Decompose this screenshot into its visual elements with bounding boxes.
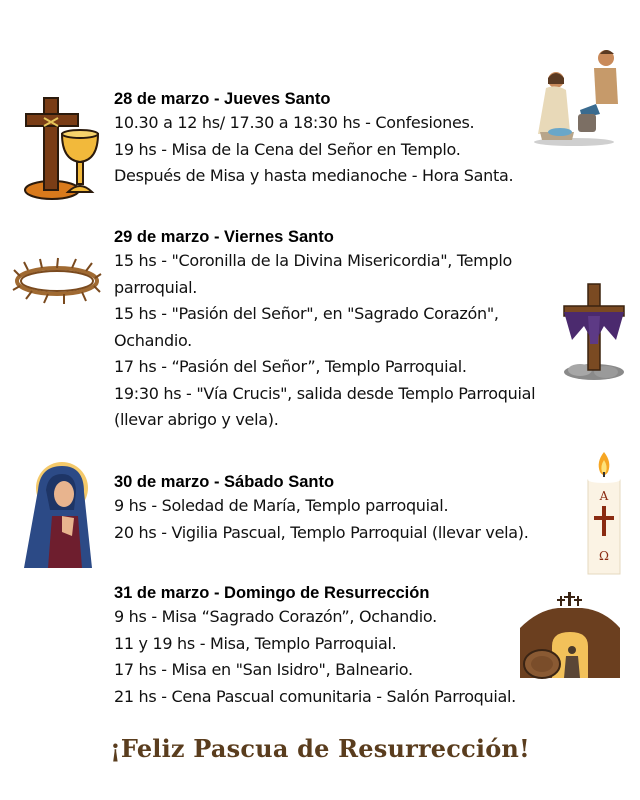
- alpha-letter: A: [599, 489, 609, 503]
- paschal-candle-icon: [584, 450, 624, 578]
- schedule-line: 11 y 19 hs - Misa, Templo Parroquial.: [114, 633, 397, 653]
- schedule-line: 17 hs - “Pasión del Señor”, Templo Parroquial.: [114, 357, 467, 376]
- cross-chalice-icon: [22, 96, 104, 206]
- section-title: 31 de marzo - Domingo de Resurrección: [114, 584, 430, 602]
- section-domingo-resurreccion: [114, 582, 516, 710]
- schedule-line: 20 hs - Vigilia Pascual, Templo Parroquial (llevar vela).: [114, 522, 529, 542]
- easter-greeting: ¡Feliz Pascua de Resurrección!: [110, 734, 530, 763]
- schedule-line: Ochandio.: [114, 330, 192, 350]
- foot-washing-icon: [530, 44, 624, 148]
- schedule-line: 19 hs - Misa de la Cena del Señor en Templo.: [114, 139, 461, 159]
- schedule-line: 9 hs - Soledad de María, Templo parroquial.: [114, 496, 449, 515]
- schedule-line: (llevar abrigo y vela).: [114, 410, 279, 429]
- virgin-mary-icon: [22, 460, 98, 568]
- section-title: 28 de marzo - Jueves Santo: [114, 90, 331, 108]
- schedule-line: 15 hs - "Pasión del Señor", en "Sagrado Corazón",: [114, 304, 499, 323]
- cross-shroud-icon: [560, 282, 628, 382]
- section-jueves-santo: [114, 88, 513, 190]
- schedule-line: 17 hs - Misa en "San Isidro", Balneario.: [114, 660, 413, 679]
- schedule-line: 21 hs - Cena Pascual comunitaria - Salón Parroquial.: [114, 686, 516, 706]
- schedule-line: parroquial.: [114, 277, 198, 297]
- schedule-line: Después de Misa y hasta medianoche - Hora Santa.: [114, 166, 514, 185]
- schedule-line: 10.30 a 12 hs/ 17.30 a 18:30 hs - Confesiones.: [114, 113, 475, 132]
- section-title: 29 de marzo - Viernes Santo: [114, 228, 334, 246]
- empty-tomb-icon: [518, 588, 622, 680]
- section-sabado-santo: [114, 471, 529, 546]
- section-viernes-santo: [114, 226, 535, 434]
- schedule-line: 15 hs - "Coronilla de la Divina Misericordia", Templo: [114, 251, 512, 270]
- omega-letter: Ω: [599, 549, 609, 563]
- crown-of-thorns-icon: [12, 256, 102, 306]
- schedule-line: 9 hs - Misa “Sagrado Corazón”, Ochandio.: [114, 607, 437, 626]
- section-title: 30 de marzo - Sábado Santo: [114, 473, 335, 491]
- schedule-line: 19:30 hs - "Vía Crucis", salida desde Templo Parroquial: [114, 383, 536, 403]
